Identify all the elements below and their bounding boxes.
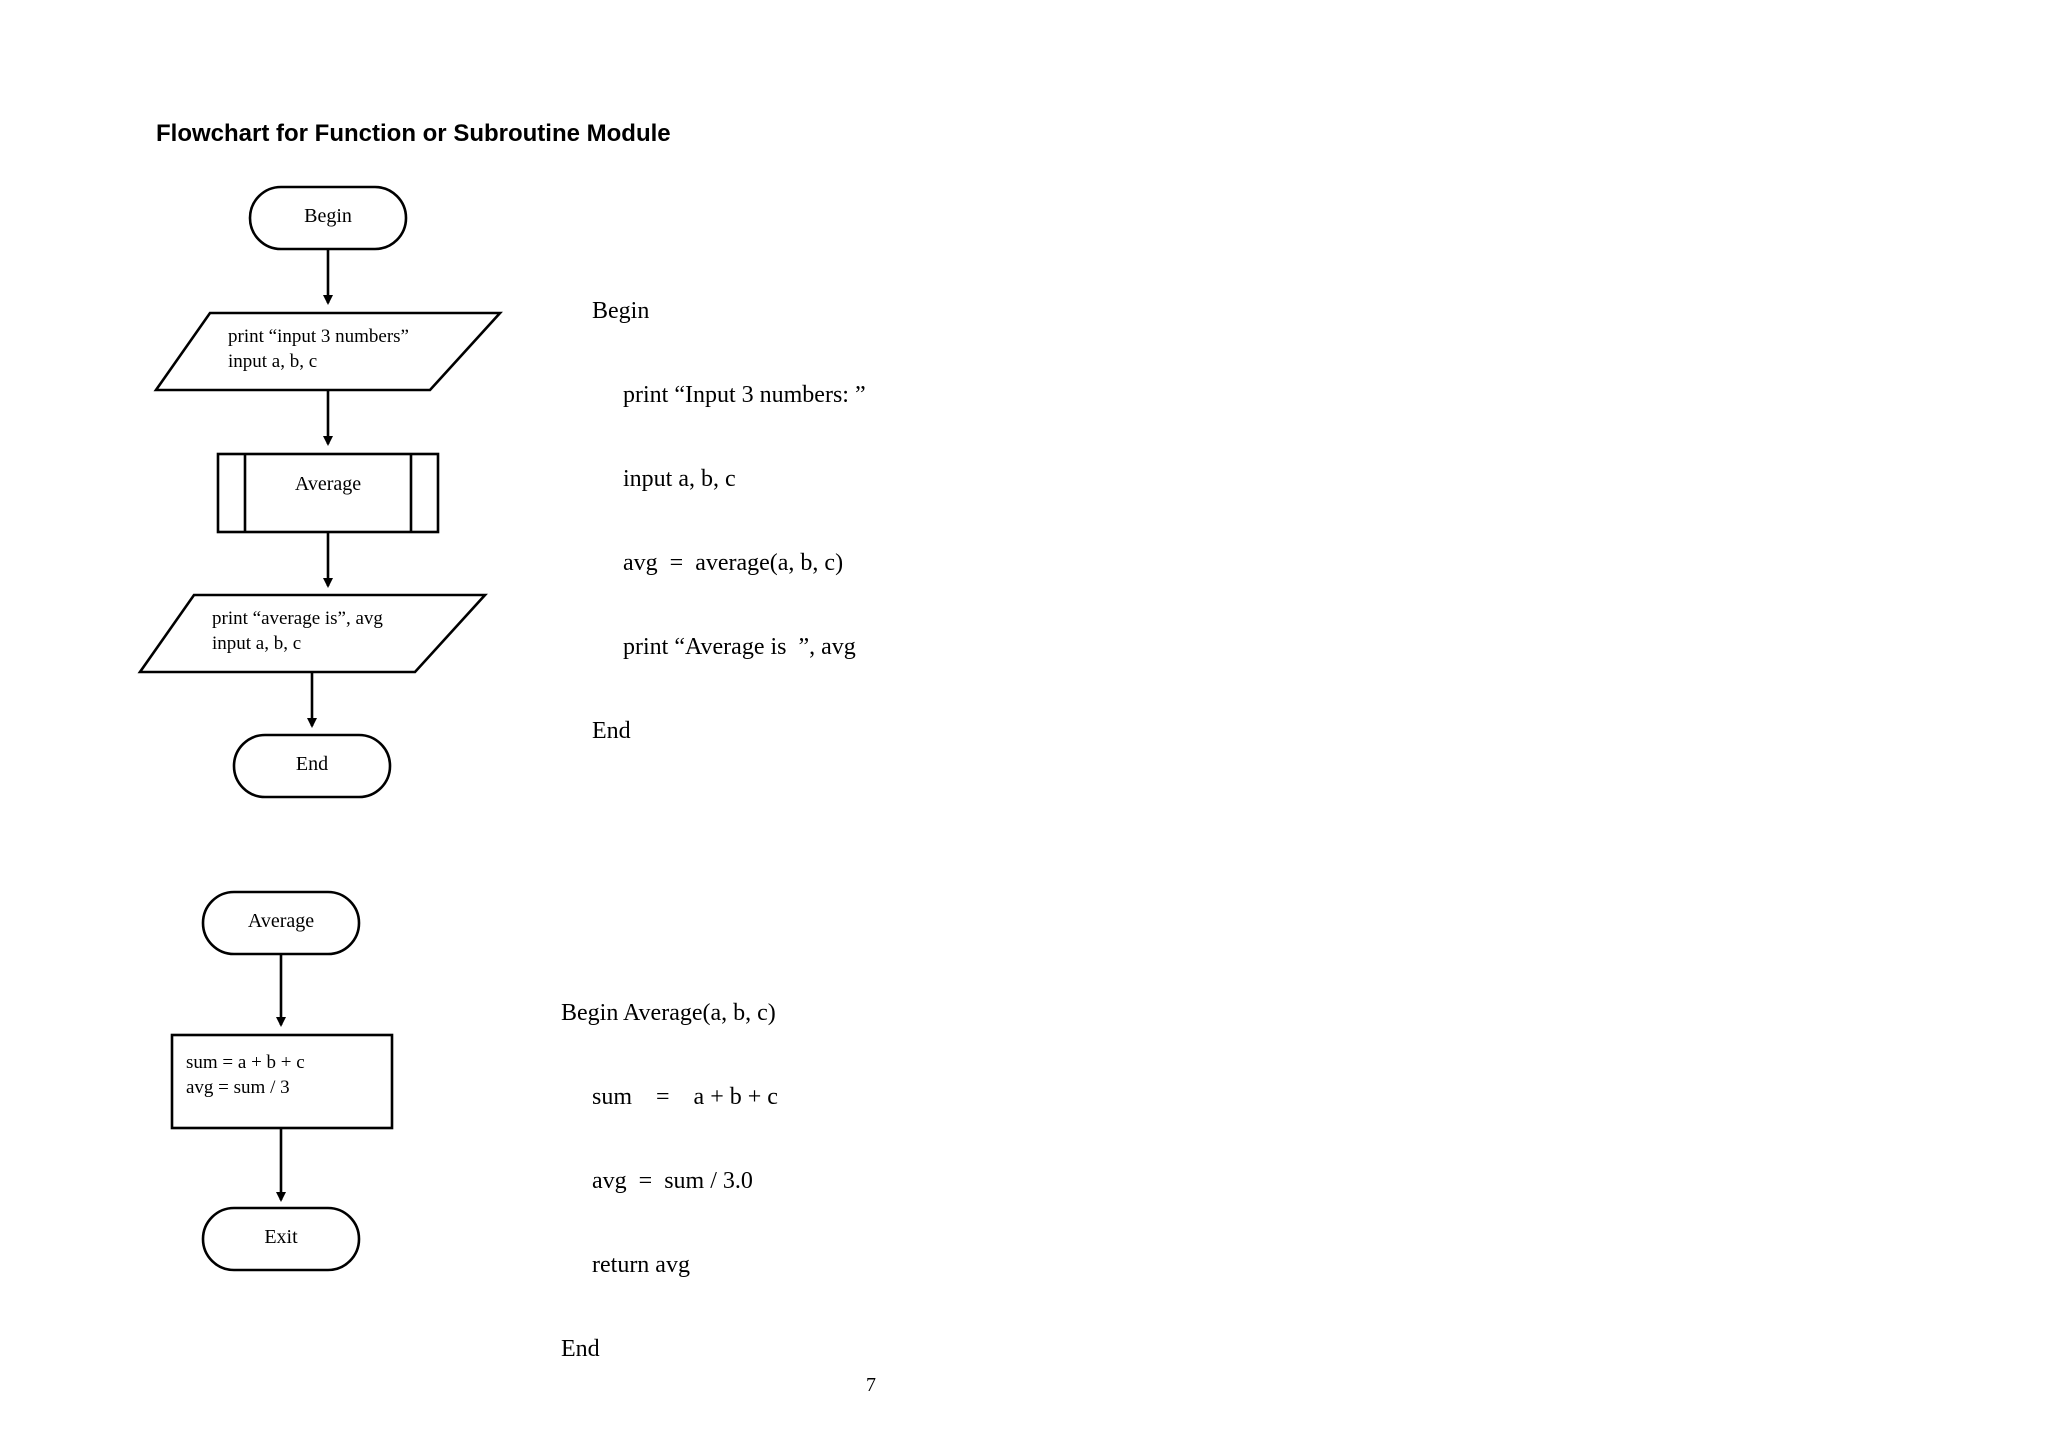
main-subroutine-box xyxy=(218,454,438,532)
main-input-parallelogram xyxy=(156,313,500,390)
main-end-label: End xyxy=(295,753,329,775)
main-subroutine-label: Average xyxy=(294,473,362,495)
pseudo-line: print “Average is ”, avg xyxy=(623,634,856,660)
main-input-line-1: print “input 3 numbers” xyxy=(228,326,409,347)
sub-process-box xyxy=(172,1035,392,1128)
sub-process-line-1: sum = a + b + c xyxy=(186,1052,305,1073)
main-begin-label: Begin xyxy=(304,205,352,227)
sub-process-line-2: avg = sum / 3 xyxy=(186,1077,290,1098)
sub-start-terminal xyxy=(203,892,359,954)
main-input-line-2: input a, b, c xyxy=(228,351,318,372)
main-output-line-2: input a, b, c xyxy=(212,633,302,654)
sub-pseudocode xyxy=(561,943,778,1419)
pseudo-line: input a, b, c xyxy=(623,466,736,492)
main-output-parallelogram xyxy=(140,595,485,672)
pseudo-line: avg = sum / 3.0 xyxy=(592,1168,753,1194)
pseudo-line: Begin Average(a, b, c) xyxy=(561,1000,776,1026)
sub-exit-label: Exit xyxy=(264,1226,298,1248)
pseudo-line: Begin xyxy=(592,298,650,324)
pseudo-line: End xyxy=(592,718,631,744)
page-number: 7 xyxy=(866,1374,876,1396)
pseudo-line: return avg xyxy=(592,1252,690,1278)
sub-start-label: Average xyxy=(247,910,315,932)
sub-exit-terminal xyxy=(203,1208,359,1270)
pseudo-line: avg = average(a, b, c) xyxy=(623,550,844,576)
page-title: Flowchart for Function or Subroutine Module xyxy=(156,120,671,147)
main-output-line-1: print “average is”, avg xyxy=(212,608,383,629)
main-pseudocode xyxy=(592,241,866,801)
main-end-terminal xyxy=(234,735,390,797)
pseudo-line: print “Input 3 numbers: ” xyxy=(623,382,866,408)
pseudo-line: sum = a + b + c xyxy=(592,1084,778,1110)
pseudo-line: End xyxy=(561,1336,600,1362)
main-begin-terminal xyxy=(250,187,406,249)
